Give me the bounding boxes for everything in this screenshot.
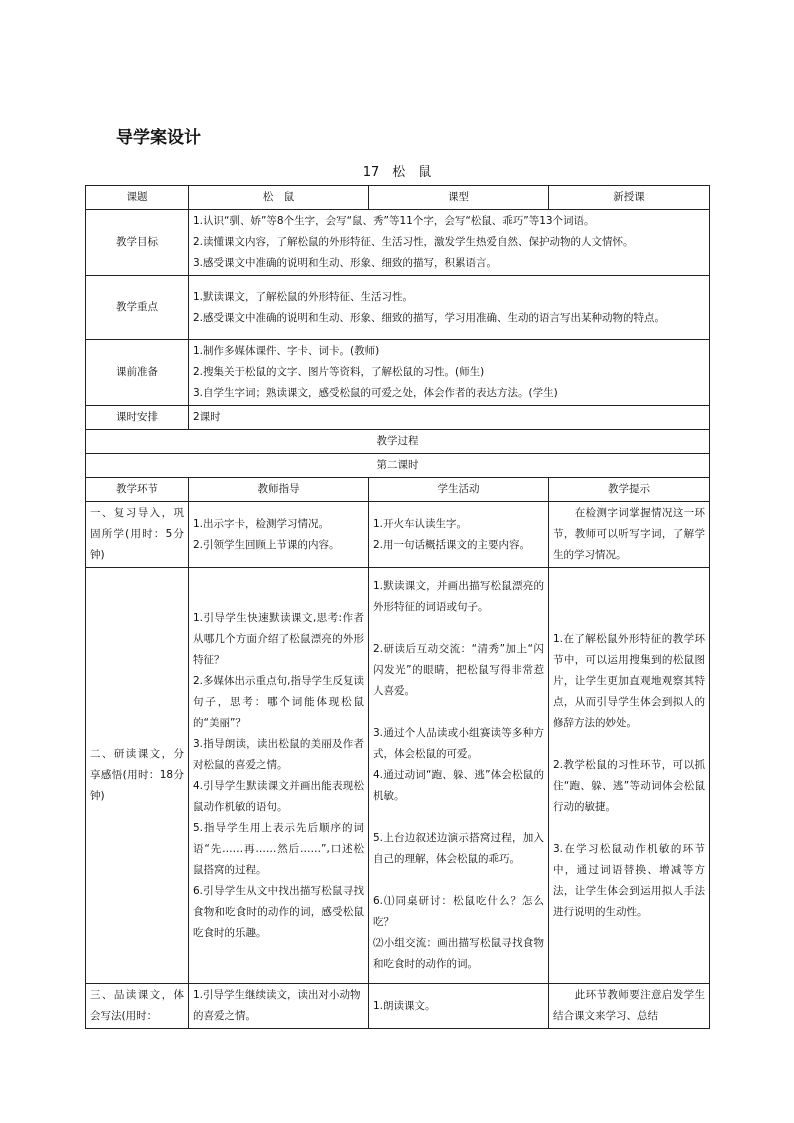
teacher-item: 1.引导学生快速默读课文,思考:作者从哪几个方面介绍了松鼠漂亮的外形特征？ (193, 611, 364, 666)
process-title: 教学过程 (86, 430, 710, 454)
period-title: 第二课时 (86, 454, 710, 478)
goals-content (189, 210, 710, 276)
column-header-row (86, 478, 710, 502)
document-heading: 导学案设计 (116, 128, 201, 148)
stage-review: 一、复习导入，巩固所学(用时：5分钟) (86, 502, 189, 568)
stage-reading: 三、品读课文，体会写法(用时： (86, 984, 189, 1029)
prep-item: 2.搜集关于松鼠的文字、图片等资料，了解松鼠的习性。(师生) (193, 366, 485, 378)
student-cell (369, 502, 549, 568)
topic-row (86, 186, 710, 210)
lesson-plan-table (85, 185, 710, 1029)
header-stage: 教学环节 (86, 478, 189, 502)
prep-label: 课前准备 (86, 340, 189, 406)
type-value: 新授课 (549, 186, 710, 210)
student-item: 5.上台边叙述边演示搭窝过程，加入自己的理解，体会松鼠的乖巧。 (373, 832, 544, 865)
key-point-item: 2.感受课文中准确的说明和生动、形象、细致的描写，学习用准确、生动的语言写出某种动物的特点。 (193, 311, 666, 324)
teacher-item: 2.引领学生回顾上节课的内容。 (193, 538, 340, 551)
teacher-item: 3.指导朗读，读出松鼠的美丽及作者对松鼠的喜爱之情。 (193, 737, 364, 771)
student-cell (369, 568, 549, 984)
teacher-item: 1.引导学生继续读文，读出对小动物的喜爱之情。 (193, 989, 361, 1022)
schedule-label: 课时安排 (86, 406, 189, 430)
key-points-label: 教学重点 (86, 276, 189, 340)
student-item: 2.研读后互动交流：“清秀”加上“闪闪发光”的眼睛，把松鼠写得非常惹人喜爱。 (373, 643, 544, 697)
goal-item: 3.感受课文中准确的说明和生动、形象、细致的描写，积累语言。 (193, 257, 498, 269)
schedule-row (86, 406, 710, 430)
teacher-item: 6.引导学生从文中找出描写松鼠寻找食物和吃食时的动作的词，感受松鼠吃食时的乐趣。 (193, 884, 364, 939)
lesson-title: 17 松 鼠 (362, 165, 432, 180)
tips-cell (549, 502, 710, 568)
key-points-row (86, 276, 710, 340)
stage-study: 二、研读课文，分享感悟(用时：18分钟) (86, 568, 189, 984)
teacher-item: 5.指导学生用上表示先后顺序的词语“先……再……然后……”,口述松鼠搭窝的过程。 (193, 821, 364, 876)
goal-item: 1.认识“驯、娇”等8个生字，会写“鼠、秀”等11个字，会写“松鼠、乖巧”等13个词语。 (193, 215, 595, 227)
tip-item: 在检测字词掌握情况这一环节，教师可以听写字词，了解学生的学习情况。 (553, 507, 705, 561)
header-teacher: 教师指导 (189, 478, 369, 502)
tip-item: 1.在了解松鼠外形特征的教学环节中，可以运用搜集到的松鼠图片，让学生更加直观地观察其特点，从而引导学生体会到拟人的修辞方法的妙处。 (553, 632, 705, 729)
tip-item: 此环节教师要注意启发学生结合课文来学习、总结 (553, 989, 705, 1022)
tips-cell (549, 568, 710, 984)
key-points-content (189, 276, 710, 340)
teacher-item: 1.出示字卡，检测学习情况。 (193, 517, 330, 530)
teacher-cell (189, 502, 369, 568)
teacher-item: 4.引导学生默读课文并画出能表现松鼠动作机敏的语句。 (193, 779, 364, 813)
student-cell (369, 984, 549, 1029)
period-title-row (86, 454, 710, 478)
prep-row (86, 340, 710, 406)
student-item: 1.开火车认读生字。 (373, 517, 468, 530)
student-item: 4.通过动词“跑、躲、逃”体会松鼠的机敏。 (373, 769, 544, 802)
teacher-cell (189, 568, 369, 984)
prep-item: 1.制作多媒体课件、字卡、词卡。(教师) (193, 345, 380, 357)
prep-content (189, 340, 710, 406)
student-item: 1.朗读课文。 (373, 999, 436, 1012)
student-item: 1.默读课文，并画出描写松鼠漂亮的外形特征的词语或句子。 (373, 580, 544, 613)
process-row-study (86, 568, 710, 984)
topic-value: 松 鼠 (189, 186, 369, 210)
goal-item: 2.读懂课文内容，了解松鼠的外形特征、生活习性，激发学生热爱自然、保护动物的人文情怀。 (193, 236, 634, 248)
tip-item: 2.教学松鼠的习性环节，可以抓住“跑、躲、逃”等动词体会松鼠行动的敏捷。 (553, 758, 705, 813)
header-student: 学生活动 (369, 478, 549, 502)
teacher-cell (189, 984, 369, 1029)
schedule-value: 2课时 (189, 406, 710, 430)
tips-cell (549, 984, 710, 1029)
header-tips: 教学提示 (549, 478, 710, 502)
goals-label: 教学目标 (86, 210, 189, 276)
prep-item: 3.自学生字词；熟读课文，感受松鼠的可爱之处，体会作者的表达方法。(学生) (193, 387, 558, 399)
type-label: 课型 (369, 186, 549, 210)
teacher-item: 2.多媒体出示重点句,指导学生反复读句子，思考：哪个词能体现松鼠的“美丽”？ (193, 674, 364, 729)
student-item: 2.用一句话概括课文的主要内容。 (373, 538, 531, 551)
topic-label: 课题 (86, 186, 189, 210)
process-row-review (86, 502, 710, 568)
process-row-reading (86, 984, 710, 1029)
goals-row (86, 210, 710, 276)
student-item: 3.通过个人品读或小组赛读等多种方式，体会松鼠的可爱。 (373, 727, 544, 760)
tip-item: 3.在学习松鼠动作机敏的环节中，通过词语替换、增减等方法，让学生体会到运用拟人手法进行说明的生动性。 (553, 842, 705, 918)
student-item: 6.⑴同桌研讨：松鼠吃什么？怎么吃？ (373, 895, 544, 928)
process-title-row (86, 430, 710, 454)
student-item: ⑵小组交流：画出描写松鼠寻找食物和吃食时的动作的词。 (373, 937, 544, 970)
key-point-item: 1.默读课文，了解松鼠的外形特征、生活习性。 (193, 290, 414, 303)
